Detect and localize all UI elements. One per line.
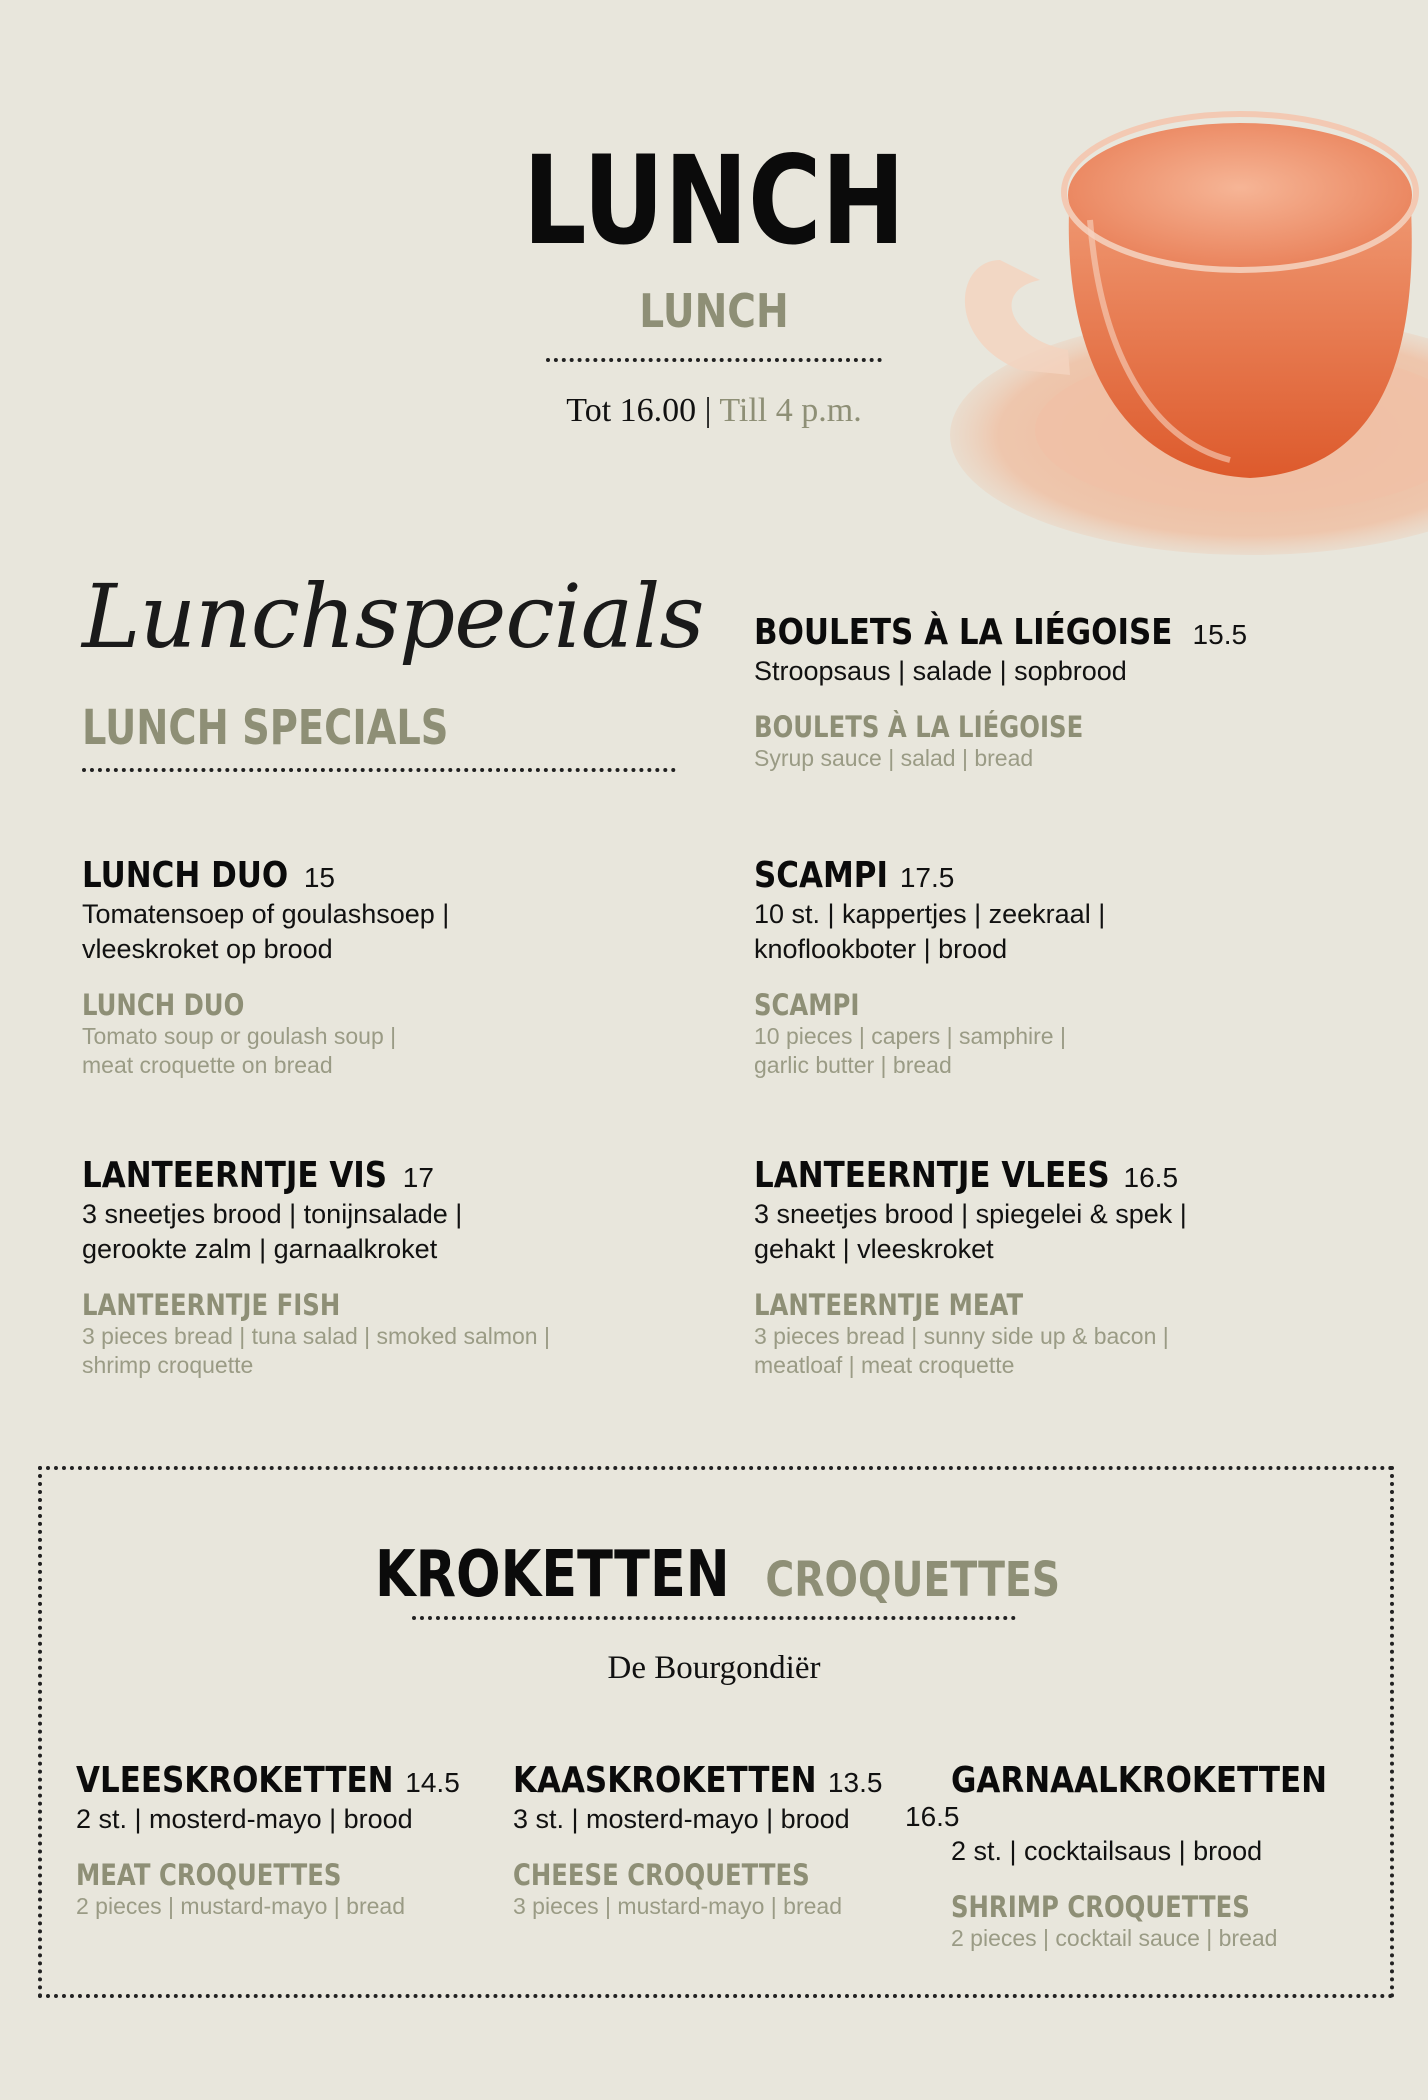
item-description-en: 2 pieces | cocktail sauce | bread <box>951 1925 1278 1951</box>
item-description: Stroopsaus | salade | sopbrood <box>754 656 1127 686</box>
item-description-en-line-2: meatloaf | meat croquette <box>754 1352 1015 1378</box>
item-name-en: SCAMPI <box>754 988 860 1022</box>
menu-item-kaaskroketten <box>513 1760 933 1921</box>
item-name: BOULETS À LA LIÉGOISE <box>754 612 1173 653</box>
item-name-en: MEAT CROQUETTES <box>76 1858 342 1892</box>
item-price: 15.5 <box>1192 619 1248 650</box>
item-description-en-line-2: shrimp croquette <box>82 1352 254 1378</box>
item-description-en-line-1: 3 pieces bread | sunny side up & bacon | <box>754 1323 1169 1349</box>
item-name: LANTEERNTJE VIS <box>82 1155 388 1196</box>
item-description-line-1: 3 sneetjes brood | spiegelei & spek | <box>754 1199 1187 1229</box>
item-description-en: Syrup sauce | salad | bread <box>754 745 1034 771</box>
item-name-en: CHEESE CROQUETTES <box>513 1858 810 1892</box>
item-description-line-1: 3 sneetjes brood | tonijnsalade | <box>82 1199 463 1229</box>
kroketten-title <box>0 1538 1428 1612</box>
item-price: 16.5 <box>905 1801 960 1832</box>
item-name: VLEESKROKETTEN <box>76 1760 394 1801</box>
serving-time-separator: | <box>704 392 712 429</box>
kroketten-title-nl: KROKETTEN <box>374 1538 730 1612</box>
item-description-line-1: 10 st. | kappertjes | zeekraal | <box>754 899 1106 929</box>
item-name-en: LANTEERNTJE MEAT <box>754 1288 1024 1322</box>
item-description-en-line-2: garlic butter | bread <box>754 1052 952 1078</box>
lunch-specials-title-en: LUNCH SPECIALS <box>82 700 449 756</box>
serving-time-nl: Tot 16.00 <box>566 392 697 429</box>
item-name-en: LUNCH DUO <box>82 988 245 1022</box>
kroketten-title-en: CROQUETTES <box>765 1552 1060 1608</box>
tea-cup-image <box>950 100 1428 600</box>
item-description-en: 3 pieces | mustard-mayo | bread <box>513 1893 842 1919</box>
item-description: 3 st. | mosterd-mayo | brood <box>513 1804 850 1834</box>
menu-item-lunch-duo <box>82 855 642 1080</box>
specials-divider <box>82 766 676 772</box>
menu-item-lanteerntje-vlees <box>754 1155 1394 1380</box>
item-price: 17.5 <box>899 862 955 893</box>
item-name-en: LANTEERNTJE FISH <box>82 1288 341 1322</box>
menu-item-vleeskroketten <box>76 1760 496 1921</box>
menu-item-garnaalkroketten <box>905 1760 1371 1953</box>
serving-time-en: Till 4 p.m. <box>719 392 862 429</box>
item-description-line-1: Tomatensoep of goulashsoep | <box>82 899 450 929</box>
item-description-line-2: gehakt | vleeskroket <box>754 1234 994 1264</box>
item-name-en: BOULETS À LA LIÉGOISE <box>754 710 1084 744</box>
kroketten-divider <box>412 1614 1016 1620</box>
page-title: LUNCH <box>522 130 906 272</box>
item-description-en-line-1: 3 pieces bread | tuna salad | smoked salmon | <box>82 1323 550 1349</box>
item-description-en-line-2: meat croquette on bread <box>82 1052 333 1078</box>
item-description-line-2: vleeskroket op brood <box>82 934 333 964</box>
item-description: 2 st. | mosterd-mayo | brood <box>76 1804 413 1834</box>
item-description: 2 st. | cocktailsaus | brood <box>951 1836 1263 1866</box>
item-name: SCAMPI <box>754 855 888 896</box>
item-description-line-2: knoflookboter | brood <box>754 934 1008 964</box>
item-name-en: SHRIMP CROQUETTES <box>951 1890 1250 1924</box>
item-description-line-2: gerookte zalm | garnaalkroket <box>82 1234 438 1264</box>
item-description-en: 2 pieces | mustard-mayo | bread <box>76 1893 405 1919</box>
item-description-en-line-1: Tomato soup or goulash soup | <box>82 1023 397 1049</box>
item-price: 16.5 <box>1123 1162 1179 1193</box>
lunchspecials-script-title: Lunchspecials <box>82 565 704 668</box>
kroketten-brand: De Bourgondiër <box>607 1650 821 1686</box>
item-name: LANTEERNTJE VLEES <box>754 1155 1110 1196</box>
page-subtitle: LUNCH <box>639 284 789 338</box>
menu-item-boulets <box>754 612 1314 773</box>
item-name: KAASKROKETTEN <box>513 1760 817 1801</box>
item-name: LUNCH DUO <box>82 855 289 896</box>
item-description-en-line-1: 10 pieces | capers | samphire | <box>754 1023 1066 1049</box>
item-price: 13.5 <box>827 1767 883 1798</box>
menu-item-scampi <box>754 855 1314 1080</box>
menu-item-lanteerntje-vis <box>82 1155 722 1380</box>
item-price: 15 <box>303 862 335 893</box>
header-divider <box>546 356 882 362</box>
item-price: 17 <box>402 1162 434 1193</box>
item-price: 14.5 <box>405 1767 460 1798</box>
item-name: GARNAALKROKETTEN <box>951 1760 1328 1801</box>
